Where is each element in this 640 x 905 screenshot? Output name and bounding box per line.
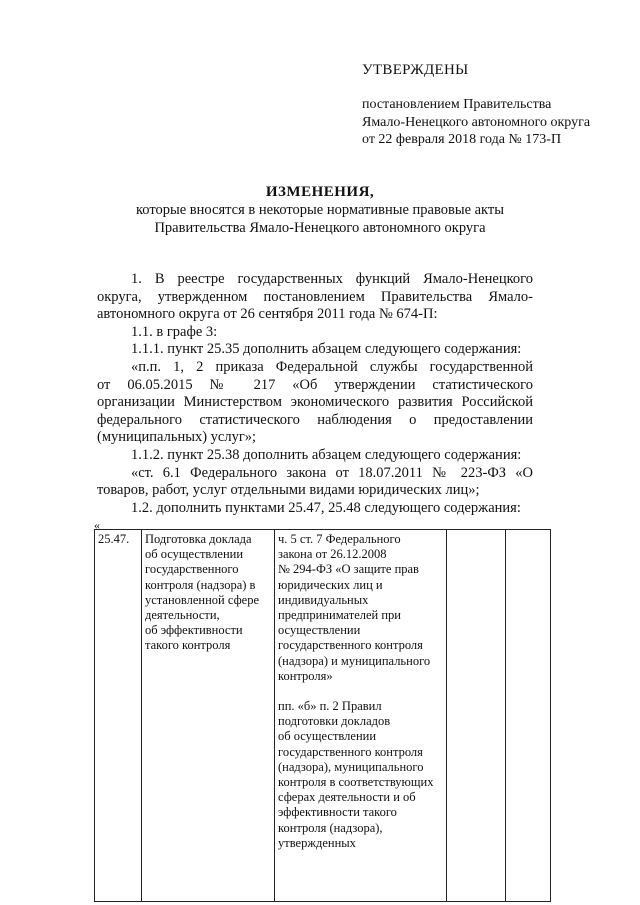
- cell-line: об осуществлении: [145, 547, 244, 562]
- quote-2-line: товаров, работ, услуг отдельными видами юридических лиц»;: [97, 482, 480, 499]
- cell-line: предпринимателей при: [278, 608, 401, 623]
- table-row: [95, 530, 551, 902]
- cell-line: сферах деятельности и об: [278, 790, 416, 805]
- cell-line: подготовки докладов: [278, 714, 391, 729]
- cell-line: № 294-ФЗ «О защите прав: [278, 562, 419, 577]
- cell-line: (надзора), муниципального: [278, 759, 424, 774]
- cell-line: контроля в соответствующих: [278, 775, 434, 790]
- item-1-1-2: 1.1.2. пункт 25.38 дополнить абзацем следующего содержания:: [131, 446, 522, 463]
- paragraph-1-line: 1. В реестре государственных функций Ямало-Ненецкого: [131, 271, 533, 287]
- approval-line: от 22 февраля 2018 года № 173-П: [362, 132, 562, 147]
- cell-line: ч. 5 ст. 7 Федерального: [278, 532, 401, 546]
- opening-quote-mark: «: [94, 518, 100, 532]
- cell-line: такого контроля: [145, 638, 231, 653]
- item-1-1: 1.1. в графе 3:: [131, 323, 218, 340]
- cell-line: (надзора) и муниципального: [278, 653, 431, 668]
- document-title: ИЗМЕНЕНИЯ,: [265, 184, 375, 200]
- cell-line: государственного контроля: [278, 744, 423, 759]
- approval-heading: УТВЕРЖДЕНЫ: [362, 62, 469, 78]
- cell-function-name: [142, 530, 275, 902]
- quote-1-line: от 06.05.2015 № 217 «Об утверждении статистического: [97, 376, 533, 393]
- approval-block: [362, 96, 590, 149]
- cell-line: контроля (надзора) в: [145, 577, 256, 592]
- cell-line: Подготовка доклада: [145, 532, 252, 546]
- item-1-2: 1.2. дополнить пунктами 25.47, 25.48 следующего содержания:: [131, 499, 521, 516]
- cell-line: государственного контроля: [278, 638, 423, 653]
- quote-1-line: организации Министерством экономического развития Российской: [97, 394, 533, 411]
- cell-number: 25.47.: [95, 530, 142, 902]
- cell-line: юридических лиц и: [278, 577, 383, 592]
- approval-line: Ямало-Ненецкого автономного округа: [362, 114, 591, 130]
- registry-table: [94, 529, 551, 902]
- paragraph-1-line: автономного округа от 26 сентября 2011 года № 674-П:: [97, 306, 438, 323]
- cell-line: контроля (надзора),: [278, 820, 383, 835]
- cell-line: об эффективности: [145, 623, 243, 638]
- cell-empty: [506, 530, 551, 902]
- cell-spacer: [278, 684, 443, 699]
- cell-line: закона от 26.12.2008: [278, 547, 387, 562]
- cell-line: осуществлении: [278, 623, 361, 638]
- approval-line: постановлением Правительства: [362, 97, 552, 112]
- quote-1-line: «п.п. 1, 2 приказа Федеральной службы государственной: [131, 358, 533, 375]
- cell-line: деятельности,: [145, 608, 220, 623]
- quote-1-line: (муниципальных) услуг»;: [97, 429, 257, 446]
- item-1-1-1: 1.1.1. пункт 25.35 дополнить абзацем следующего содержания:: [131, 341, 522, 358]
- cell-line: контроля»: [278, 668, 333, 683]
- cell-empty: [447, 530, 506, 902]
- cell-line: индивидуальных: [278, 592, 369, 607]
- cell-line: утвержденных: [278, 835, 356, 850]
- cell-line: установленной сфере: [145, 592, 260, 607]
- document-subtitle: [0, 202, 640, 237]
- subtitle-line: Правительства Ямало-Ненецкого автономного округа: [154, 219, 486, 236]
- document-body: [97, 271, 533, 517]
- cell-line: государственного: [145, 562, 239, 577]
- cell-line: пп. «б» п. 2 Правил: [278, 699, 382, 714]
- paragraph-1-line: округа, утвержденном постановлением Правительства Ямало-: [97, 288, 533, 305]
- cell-line: эффективности такого: [278, 805, 397, 820]
- subtitle-line: которые вносятся в некоторые нормативные правовые акты: [135, 202, 504, 218]
- cell-line: об осуществлении: [278, 729, 377, 744]
- cell-legal-basis: [275, 530, 447, 902]
- quote-1-line: федерального статистического наблюдения о предоставлении: [97, 411, 533, 428]
- quote-2-line: «ст. 6.1 Федерального закона от 18.07.2011 № 223-ФЗ «О: [131, 464, 533, 481]
